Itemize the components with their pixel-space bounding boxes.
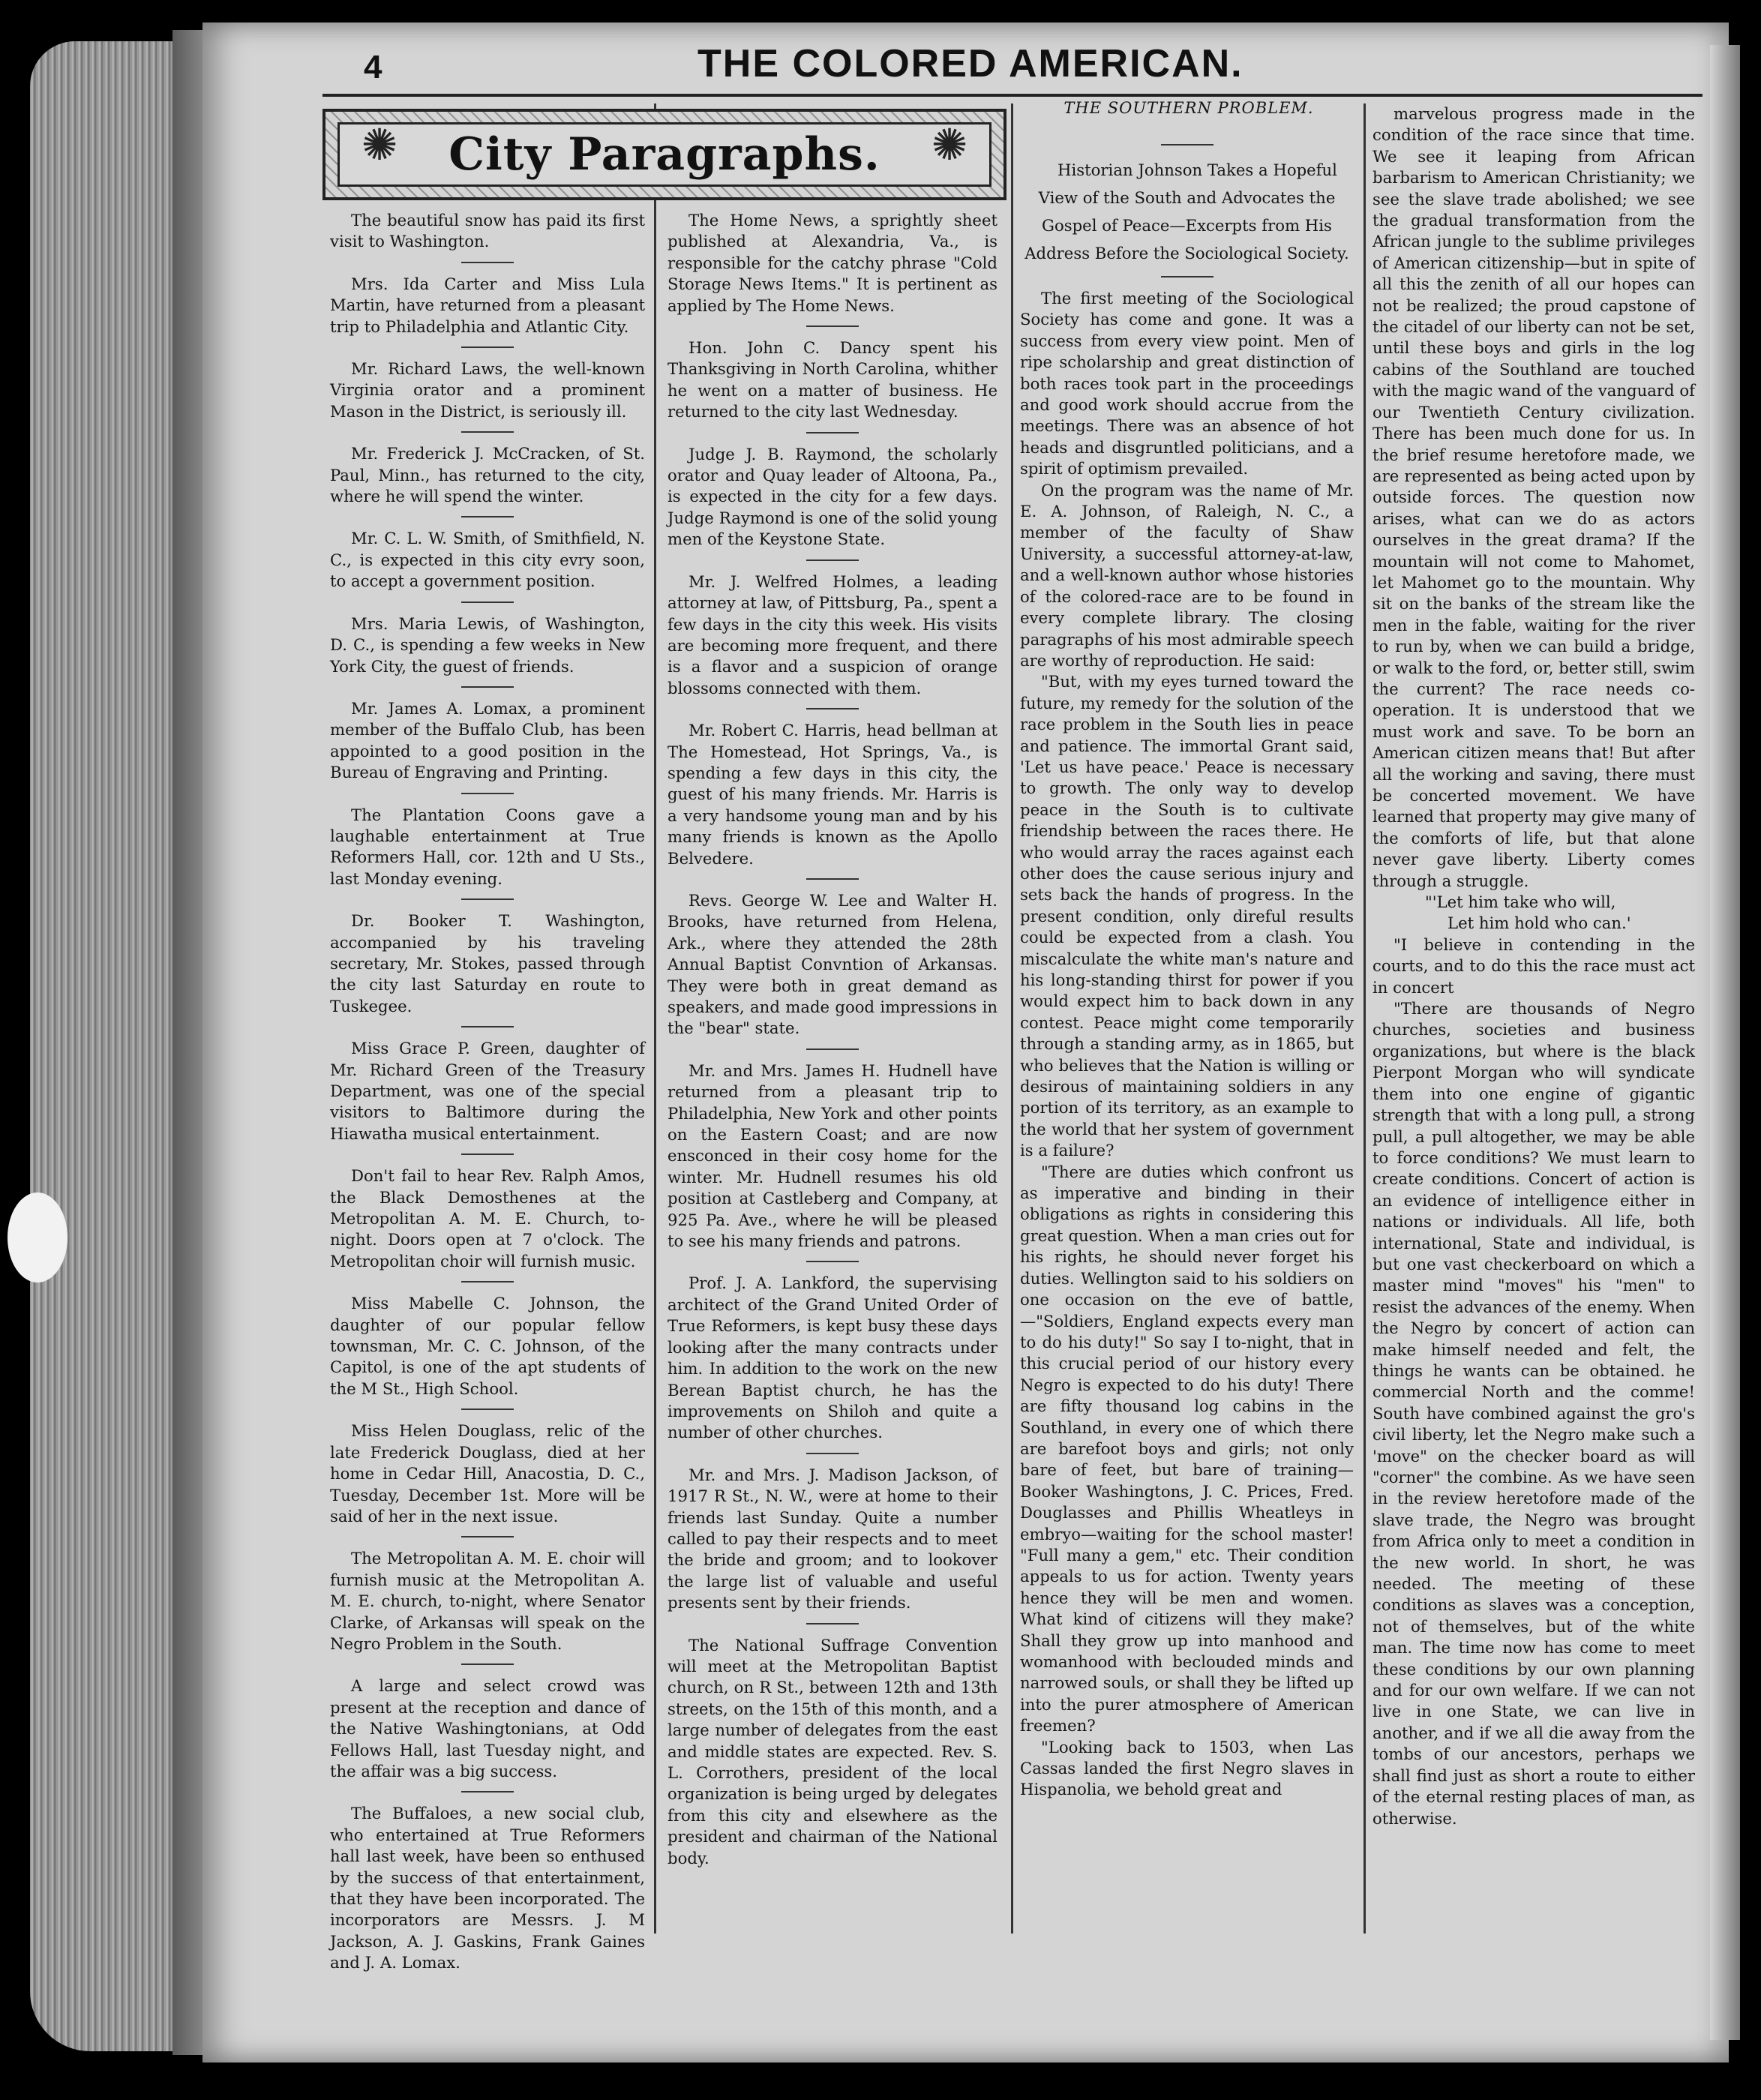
ornament-star-icon: ✺ (931, 119, 968, 170)
article-paragraph: "There are thousands of Negro churches, societies and business organizations, but where is the black Pierpont Morgan who will syndicate them into one engine of gigantic strength that with a long pull, a strong pull, a pull altogether, we may be able to force conditions? We must learn to create conditions. Concert of action is an evidence of intelligence either in nations or individuals. All life, both international, State and individual, is but one vast checkerboard on which a master mind "moves" his "men" to resist the advances of the enemy. When the Negro by concert of action can make himself needed and felt, the things he wants can be obtained. he commercial North and the comme! South have combined against the gro's civil liberty, let the Negro make such a 'move" on the checker board as will "corner" the combine. As we have seen in the review heretofore made of the slave trade, the Negro was brought from Africa only to meet a condition in the new world. In short, he was needed. The meeting of these conditions as slaves was a conception, not of themselves, but of the white man. The time now has come to meet these conditions by our own planning and for our own welfare. If we can not live in one State, we can live in another, and if we all die away from the tombs of our ancestors, perhaps we shall find just as short a route to either of the eternal resting places of man, as otherwise. (1372, 999, 1695, 1828)
news-item: Hon. John C. Dancy spent his Thanksgiving in North Carolina, whither he went on a matter of business. He returned to the city last Wednesday. (668, 338, 998, 422)
separator (461, 1536, 514, 1538)
article-paragraph: "Looking back to 1503, when Las Cassas landed the first Negro slaves in Hispanolia, we behold great and (1020, 1737, 1354, 1799)
news-item: The Metropolitan A. M. E. choir will furnish music at the Metropolitan A. M. E. church, to-night, where Senator Clarke, of Arkansas will speak on the Negro Problem in the South. (330, 1549, 645, 1653)
quote-line: "'Let him take who will, (1425, 892, 1616, 912)
separator (461, 262, 514, 263)
separator (461, 898, 514, 900)
separator (806, 560, 859, 561)
news-item: Judge J. B. Raymond, the scholarly orator and Quay leader of Altoona, Pa., is expected in the city for a few days. Judge Raymond is one of the solid young men of the Keystone State. (668, 444, 998, 549)
punch-hole (8, 1192, 68, 1282)
quote-line: Let him hold who can.' (1448, 914, 1631, 933)
article-subheading: Historian Johnson Takes a Hopeful View of the South and Advocates the Gospel of Peace—Excerpts from His Address Before the Sociological Society. (1024, 160, 1349, 262)
news-item: Miss Mabelle C. Johnson, the daughter of our popular fellow townsman, Mr. C. C. Johnson, of the Capitol, is one of the apt students of the M St., High School. (330, 1294, 645, 1398)
separator (1161, 276, 1214, 278)
separator (461, 516, 514, 518)
news-item: The beautiful snow has paid its first visit to Washington. (330, 211, 645, 251)
article-heading: THE SOUTHERN PROBLEM. (1064, 99, 1314, 117)
news-item: The Plantation Coons gave a laughable entertainment at True Reformers Hall, cor. 12th and U Sts., last Monday evening. (330, 805, 645, 888)
news-item: Mr. Robert C. Harris, head bellman at The Homestead, Hot Springs, Va., is spending a few days in this city, the guest of his many friends. Mr. Harris is a very handsome young man and by his many friends is known as the Apollo Belvedere. (668, 721, 998, 868)
news-item: Dr. Booker T. Washington, accompanied by his traveling secretary, Mr. Stokes, passed through the city last Saturday en route to Tuskegee. (330, 911, 645, 1016)
separator (461, 1281, 514, 1282)
news-item: Mr. Richard Laws, the well-known Virginia orator and a prominent Mason in the District, is seriously ill. (330, 359, 645, 421)
news-item: The Home News, a sprightly sheet published at Alexandria, Va., is responsible for the catchy phrase "Cold Storage News Items." It is pertinent as applied by The Home News. (668, 211, 998, 315)
news-item: Prof. J. A. Lankford, the supervising architect of the Grand United Order of True Reformers, is kept busy these days looking after the many contracts under him. In addition to the work on the new Berean Baptist church, he has the improvements on Shiloh and quite a number of other churches. (668, 1274, 998, 1442)
separator (1161, 144, 1214, 146)
separator (806, 432, 859, 434)
news-item: Mr. and Mrs. James H. Hudnell have returned from a pleasant trip to Philadelphia, New York and other points on the Eastern Coast; and are now ensconced in their cosy home for the winter. Mr. Hudnell resumes his old position at Castleberg and Company, at 925 Pa. Ave., where he will be pleased to see his many friends and patrons. (668, 1060, 998, 1251)
news-item: Mrs. Maria Lewis, of Washington, D. C., is spending a few weeks in New York City, the guest of friends. (330, 614, 645, 676)
news-item: Mr. Frederick J. McCracken, of St. Paul, Minn., has returned to the city, where he will spend the winter. (330, 444, 645, 506)
separator (806, 1623, 859, 1624)
separator (806, 1261, 859, 1262)
separator (461, 1154, 514, 1155)
masthead: THE COLORED AMERICAN. (698, 42, 1244, 86)
separator (806, 708, 859, 710)
separator (806, 326, 859, 327)
column-rule (1364, 104, 1366, 1934)
news-item: The Buffaloes, a new social club, who entertained at True Reformers hall last week, have been so enthused by the success of that entertainment, that they have been incorporated. The incorporators are Messrs. J. M Jackson, A. J. Gaskins, Frank Gaines and J. A. Lomax. (330, 1804, 645, 1972)
column-southern-problem (1020, 135, 1354, 1801)
article-paragraph: On the program was the name of Mr. E. A. Johnson, of Raleigh, N. C., a member of the faculty of Shaw University, a successful attorney-at-law, and a well-known author whose histories of the colored-race are to be found in every complete library. The closing paragraphs of his most admirable speech are worthy of reproduction. He said: (1020, 480, 1354, 670)
news-item: Don't fail to hear Rev. Ralph Amos, the Black Demosthenes at the Metropolitan A. M. E. Church, to-night. Doors open at 7 o'clock. The Metropolitan choir will furnish music. (330, 1166, 645, 1270)
section-banner (322, 109, 1006, 200)
separator (461, 1791, 514, 1792)
ornament-star-icon: ✺ (361, 119, 398, 170)
separator (806, 1048, 859, 1050)
article-paragraph: "There are duties which confront us as imperative and binding in their obligations as rights in considering this great question. When a man cries out for his rights, he should never forget his duties. Wellington said to his soldiers on one occasion on the eve of battle,—"Soldiers, England expects every man to do his duty!" So say I to-night, that in this crucial period of our history every Negro is expected to do his duty! There are fifty thousand log cabins in the Southland, in every one of which there are barefoot boys and girls; not only bare of feet, but bare of training—Booker Washingtons, J. C. Prices, Fred. Douglasses and Phillis Wheatleys in embryo—waiting for the school master! "Full many a gem," etc. Their condition appeals to us for action. Twenty years hence they will be men and women. What kind of citizens will they make? Shall they grow up into manhood and womanhood with beclouded minds and narrowed souls, or shall they be lifted up into the purer atmosphere of American freemen? (1020, 1162, 1354, 1736)
news-item: The National Suffrage Convention will meet at the Metropolitan Baptist church, on R St., between 12th and 13th streets, on the 15th of this month, and a large number of delegates from the east and middle states are expected. Rev. S. L. Corrothers, president of the local organization is being urged by delegates from this city and elsewhere as the president and chairman of the National body. (668, 1635, 998, 1868)
article-paragraph: marvelous progress made in the condition of the race since that time. We see it leaping from African barbarism to American Christianity; we see the slave trade abolished; we see the gradual transformation from the African jungle to the sublime privileges of American citizenship—but in spite of all this the zenith of all our hopes can not be realized; the proud capstone of the citadel of our liberty can not be set, until these boys and girls in the log cabins of the Southland are touched with the magic wand of the vanguard of our Twentieth Century civilization. There has been much done for us. In the brief resume heretofore made, we are represented as being acted upon by outside forces. The question now arises, what can we do as actors ourselves in the great drama? If the mountain will not come to Mahomet, let Mahomet go to the mountain. Why sit on the banks of the stream like the men in the fable, waiting for the river to run by, when we can build a bridge, or walk to the ford, or, better still, swim the current? The race needs co-operation. It is understood that we must work and save. To be born an American citizen means that! But after all the working and saving, there must be concerted movement. We have learned that property may give many of the comforts of life, but that alone never gave liberty. Liberty comes through a struggle. (1372, 104, 1695, 890)
column-rule (1011, 104, 1013, 1934)
header-rule (322, 94, 1702, 97)
column-southern-problem-continued (1372, 104, 1695, 1829)
column-city-paragraphs-right (668, 210, 998, 1869)
separator (461, 793, 514, 794)
news-item: Mr. James A. Lomax, a prominent member of the Buffalo Club, has been appointed to a good position in the Bureau of Engraving and Printing. (330, 698, 645, 782)
separator (806, 1453, 859, 1454)
separator (461, 431, 514, 433)
article-paragraph: "I believe in contending in the courts, and to do this the race must act in concert (1372, 934, 1695, 997)
news-item: Miss Grace P. Green, daughter of Mr. Richard Green of the Treasury Department, was one of the special visitors to Baltimore during the Hiawatha musical entertainment. (330, 1039, 645, 1143)
page-number: 4 (364, 49, 382, 86)
news-item: Mr. J. Welfred Holmes, a leading attorney at law, of Pittsburg, Pa., spent a few days in the city this week. His visits are becoming more frequent, and there is a flavor and a suspicion of orange blossoms connected with them. (668, 572, 998, 698)
article-paragraph: "But, with my eyes turned toward the future, my remedy for the solution of the race problem in the South lies in peace and patience. The immortal Grant said, 'Let us have peace.' Peace is necessary to growth. The only way to develop peace in the South is to cultivate friendship between the races there. He who would array the races against each other does the cause serious injury and sets back the hands of progress. In the present condition, only direful results could be expected from a clash. You miscalculate the white man's nature and his long-standing thirst for power if you would expect him to back down in any contest. Peace might come temporarily through a standing army, as in 1865, but who believes that the Nation is willing or desirous of maintaining soldiers in any portion of its territory, as an example to the world that her system of government is a failure? (1020, 672, 1354, 1160)
separator (461, 1408, 514, 1410)
separator (806, 878, 859, 880)
page-edge (1710, 45, 1740, 2040)
column-rule (654, 104, 656, 1934)
separator (461, 602, 514, 603)
news-item: Mrs. Ida Carter and Miss Lula Martin, have returned from a pleasant trip to Philadelphia and Atlantic City. (330, 274, 645, 336)
news-item: Mr. and Mrs. J. Madison Jackson, of 1917 R St., N. W., were at home to their friends last Sunday. Quite a number called to pay their respects and to meet the bride and groom; and to lookover the large list of valuable and useful presents sent by their friends. (668, 1465, 998, 1612)
separator (461, 346, 514, 348)
section-title: City Paragraphs. (448, 128, 880, 181)
separator (461, 1664, 514, 1665)
news-item: Revs. George W. Lee and Walter H. Brooks, have returned from Helena, Ark., where they attended the 28th Annual Baptist Convntion of Arkansas. They were both in great demand as speakers, and made good impressions in the "bear" state. (668, 890, 998, 1038)
news-item: A large and select crowd was present at the reception and dance of the Native Washingtonians, at Odd Fellows Hall, last Tuesday night, and the affair was a big success. (330, 1676, 645, 1780)
column-city-paragraphs-left (330, 210, 645, 1974)
article-paragraph: The first meeting of the Sociological Society has come and gone. It was a success from every view point. Men of ripe scholarship and great distinction of both races took part in the proceedings and good work should accrue from the meetings. There was an absence of hot heads and disgruntled politicians, and a spirit of optimism prevailed. (1020, 289, 1354, 478)
banner-frame (338, 119, 992, 187)
news-item: Mr. C. L. W. Smith, of Smithfield, N. C., is expected in this city evry soon, to accept a government position. (330, 529, 645, 591)
separator (461, 1026, 514, 1028)
separator (461, 686, 514, 688)
news-item: Miss Helen Douglass, relic of the late Frederick Douglass, died at her home in Cedar Hill, Anacostia, D. C., Tuesday, December 1st. More will be said of her in the next issue. (330, 1421, 645, 1526)
